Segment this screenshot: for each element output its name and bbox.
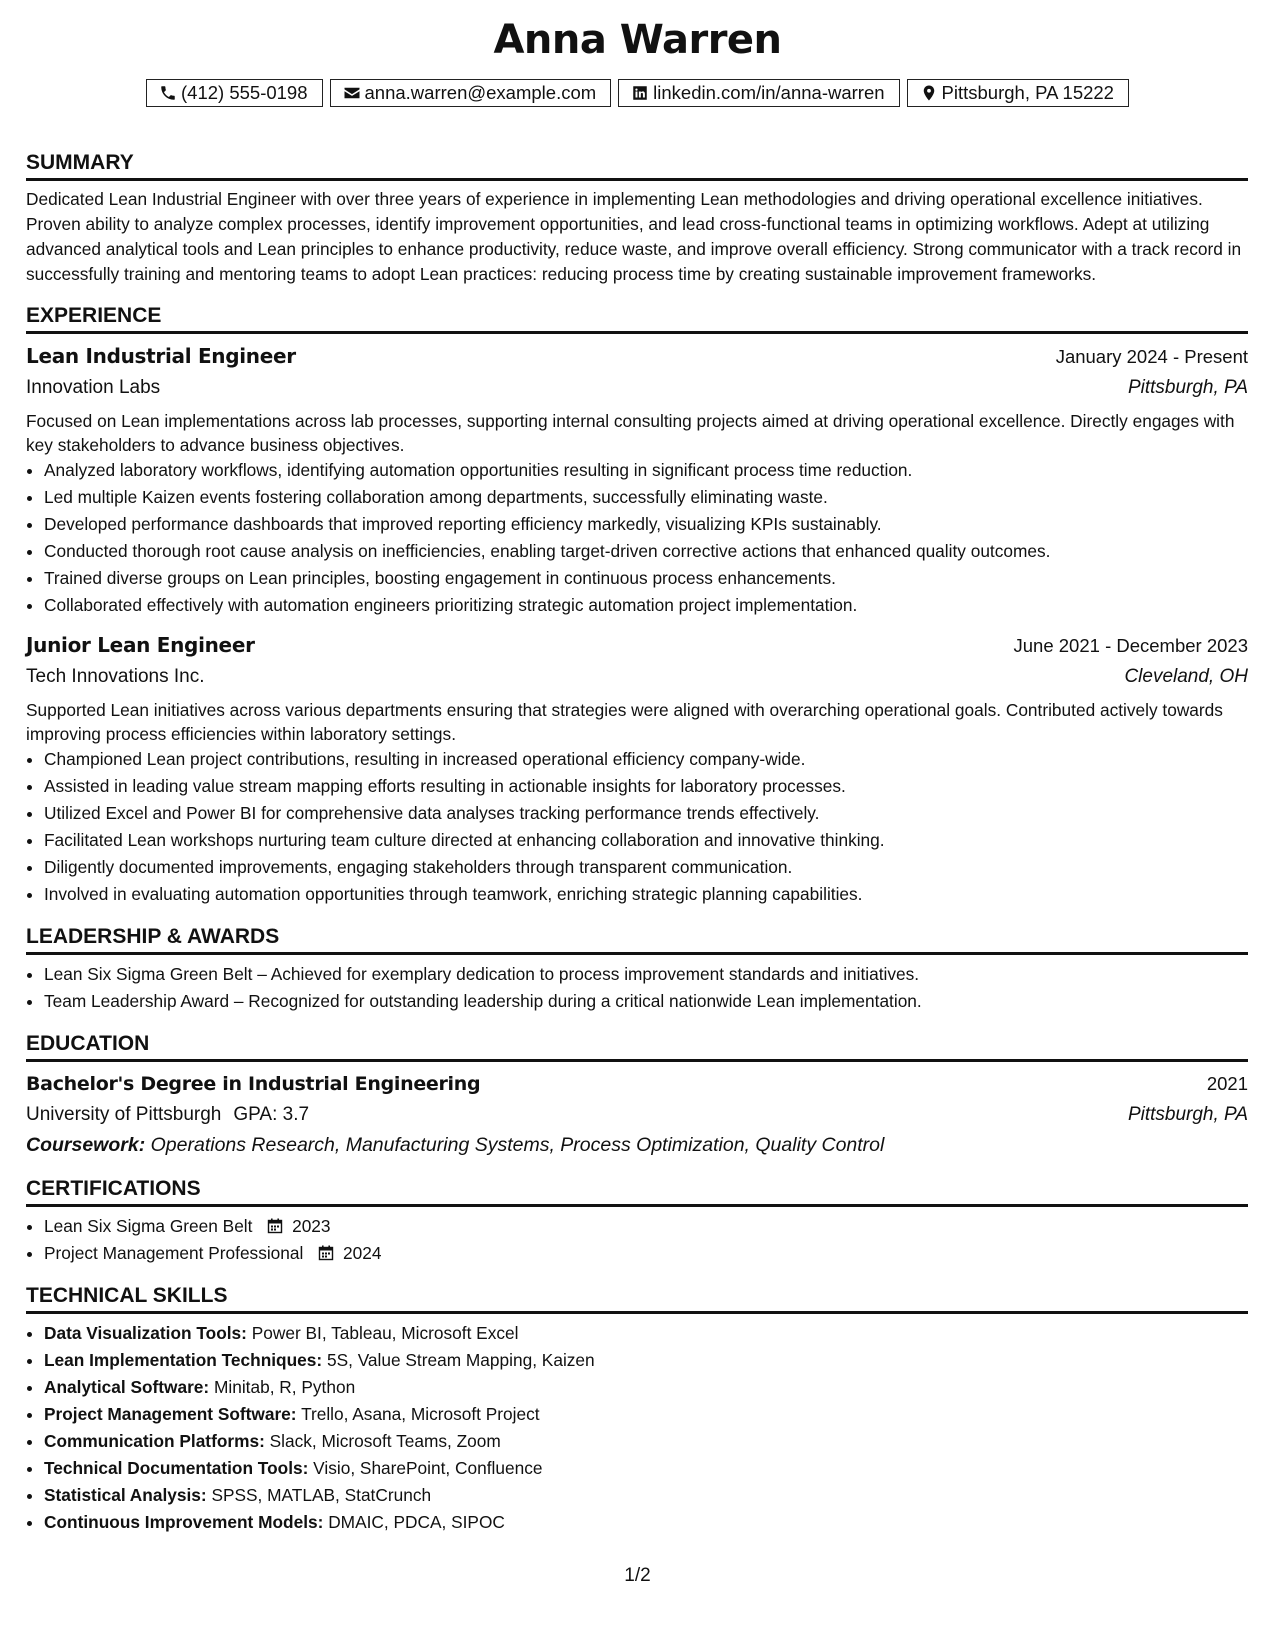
- section-heading: SUMMARY: [26, 148, 1248, 181]
- job-bullets: [26, 746, 1248, 908]
- candidate-name: Anna Warren: [493, 17, 782, 63]
- email-contact[interactable]: [330, 79, 612, 107]
- list-item: [44, 1401, 1248, 1428]
- list-item: • Facilitated Lean workshops nurturing team culture directed at enhancing collaboration and innovative thinking.: [44, 827, 1248, 854]
- list-item: • Conducted thorough root cause analysis on inefficiencies, enabling target-driven corrective actions that enhanced quality outcomes.: [44, 538, 1248, 565]
- linkedin-text: linkedin.com/in/anna-warren: [653, 82, 885, 103]
- list-item: [44, 1347, 1248, 1374]
- job-bullets: [26, 457, 1248, 619]
- section-heading: TECHNICAL SKILLS: [26, 1281, 1248, 1314]
- contact-bar: [0, 79, 1275, 107]
- list-item: • Utilized Excel and Power BI for comprehensive data analyses tracking performance trends effectively.: [44, 800, 1248, 827]
- list-item: • Diligently documented improvements, engaging stakeholders through transparent communication.: [44, 854, 1248, 881]
- skills-section: [26, 1281, 1248, 1536]
- leadership-section: [26, 922, 1248, 1015]
- skill-label: Lean Implementation Techniques:: [44, 1350, 323, 1370]
- skill-value: SPSS, MATLAB, StatCrunch: [211, 1485, 432, 1505]
- job-title: Junior Lean Engineer: [26, 633, 255, 657]
- list-item: • Developed performance dashboards that improved reporting efficiency markedly, visualizing KPIs sustainably.: [44, 511, 1248, 538]
- job-title: Lean Industrial Engineer: [26, 344, 296, 368]
- location-contact: [907, 79, 1129, 107]
- cert-name: Project Management Professional: [44, 1243, 304, 1263]
- job-entry: [26, 629, 1248, 908]
- section-heading: CERTIFICATIONS: [26, 1174, 1248, 1207]
- list-item: [44, 1320, 1248, 1347]
- cert-year: 2024: [342, 1243, 382, 1263]
- skill-label: Project Management Software:: [44, 1404, 297, 1424]
- job-dates: June 2021 - December 2023: [1013, 635, 1248, 656]
- section-heading: EDUCATION: [26, 1029, 1248, 1062]
- degree-title: Bachelor's Degree in Industrial Engineering: [26, 1073, 481, 1095]
- skill-label: Technical Documentation Tools:: [44, 1458, 309, 1478]
- linkedin-icon: [631, 84, 649, 102]
- skill-value: Power BI, Tableau, Microsoft Excel: [251, 1323, 519, 1343]
- coursework-label: Coursework:: [26, 1134, 146, 1156]
- job-location: Pittsburgh, PA: [1127, 377, 1248, 398]
- phone-icon: [159, 84, 177, 102]
- list-item: • Led multiple Kaizen events fostering collaboration among departments, successfully eliminating waste.: [44, 484, 1248, 511]
- company-name: Innovation Labs: [26, 377, 161, 398]
- list-item: [44, 1455, 1248, 1482]
- section-heading: EXPERIENCE: [26, 301, 1248, 334]
- skill-label: Continuous Improvement Models:: [44, 1512, 324, 1532]
- skill-label: Statistical Analysis:: [44, 1485, 207, 1505]
- company-name: Tech Innovations Inc.: [26, 666, 205, 687]
- awards-list: [26, 961, 1248, 1015]
- job-description: Focused on Lean implementations across lab processes, supporting internal consulting projects aimed at driving operational excellence. Directly engages with key stakeholders to advance business objectives.: [26, 411, 1235, 455]
- email-text: anna.warren@example.com: [364, 82, 597, 103]
- list-item: • Championed Lean project contributions, resulting in increased operational efficiency company-wide.: [44, 746, 1248, 773]
- skill-value: Trello, Asana, Microsoft Project: [301, 1404, 540, 1424]
- skill-value: 5S, Value Stream Mapping, Kaizen: [326, 1350, 595, 1370]
- cert-year: 2023: [292, 1216, 331, 1236]
- calendar-icon: [267, 1218, 283, 1234]
- resume-body: [26, 148, 1248, 1550]
- list-item: [44, 1374, 1248, 1401]
- list-item: [44, 1213, 1248, 1240]
- list-item: [44, 1509, 1248, 1536]
- list-item: [44, 1240, 1248, 1267]
- list-item: • Trained diverse groups on Lean principles, boosting engagement in continuous process enhancements.: [44, 565, 1248, 592]
- certifications-section: [26, 1174, 1248, 1267]
- section-heading: LEADERSHIP & AWARDS: [26, 922, 1248, 955]
- skill-value: Slack, Microsoft Teams, Zoom: [269, 1431, 501, 1451]
- list-item: [44, 1428, 1248, 1455]
- envelope-icon: [343, 84, 361, 102]
- graduation-year: 2021: [1206, 1073, 1248, 1094]
- job-dates: January 2024 - Present: [1055, 346, 1248, 367]
- summary-section: [26, 148, 1248, 287]
- phone-text: (412) 555-0198: [181, 82, 308, 103]
- skills-list: [26, 1320, 1248, 1536]
- list-item: • Team Leadership Award – Recognized for outstanding leadership during a critical nationwide Lean implementation.: [44, 988, 1248, 1015]
- map-pin-icon: [920, 84, 938, 102]
- skill-value: Visio, SharePoint, Confluence: [313, 1458, 543, 1478]
- page-number: 1/2: [624, 1565, 651, 1586]
- calendar-icon: [318, 1245, 334, 1261]
- job-description: Supported Lean initiatives across various departments ensuring that strategies were aligned with overarching operational goals. Contributed actively towards improving process efficiencies within laboratory settings.: [26, 700, 1223, 744]
- skill-label: Data Visualization Tools:: [44, 1323, 247, 1343]
- certifications-list: [26, 1213, 1248, 1267]
- coursework-text: Operations Research, Manufacturing Systems, Process Optimization, Quality Control: [150, 1134, 885, 1156]
- job-location: Cleveland, OH: [1124, 666, 1248, 687]
- education-section: [26, 1029, 1248, 1160]
- list-item: • Lean Six Sigma Green Belt – Achieved for exemplary dedication to process improvement standards and initiatives.: [44, 961, 1248, 988]
- skill-label: Analytical Software:: [44, 1377, 210, 1397]
- gpa-text: GPA: 3.7: [233, 1104, 310, 1125]
- summary-text: Dedicated Lean Industrial Engineer with over three years of experience in implementing Lean methodologies and driving operational excellence initiatives. Proven ability to analyze complex processes, identify improvement opportunities, and lead cross-functional teams in optimizing workflows. Adept at utilizing advanced analytical tools and Lean principles to enhance productivity, reduce waste, and improve overall efficiency. Strong communicator with a track record in successfully training and mentoring teams to adopt Lean practices: reducing process time by creating sustainable improvement frameworks.: [26, 189, 1242, 284]
- skill-label: Communication Platforms:: [44, 1431, 265, 1451]
- coursework-line: [26, 1130, 1248, 1160]
- location-text: Pittsburgh, PA 15222: [941, 82, 1114, 103]
- phone-contact[interactable]: [146, 79, 323, 107]
- list-item: • Collaborated effectively with automation engineers prioritizing strategic automation project implementation.: [44, 592, 1248, 619]
- school-name: University of Pittsburgh: [26, 1104, 222, 1125]
- cert-name: Lean Six Sigma Green Belt: [44, 1216, 253, 1236]
- list-item: • Assisted in leading value stream mapping efforts resulting in actionable insights for laboratory processes.: [44, 773, 1248, 800]
- job-entry: [26, 340, 1248, 619]
- list-item: • Involved in evaluating automation opportunities through teamwork, enriching strategic planning capabilities.: [44, 881, 1248, 908]
- skill-value: DMAIC, PDCA, SIPOC: [328, 1512, 505, 1532]
- skill-value: Minitab, R, Python: [214, 1377, 356, 1397]
- list-item: [44, 1482, 1248, 1509]
- list-item: • Analyzed laboratory workflows, identifying automation opportunities resulting in significant process time reduction.: [44, 457, 1248, 484]
- linkedin-contact[interactable]: [618, 79, 899, 107]
- experience-section: [26, 301, 1248, 908]
- school-location: Pittsburgh, PA: [1127, 1104, 1248, 1125]
